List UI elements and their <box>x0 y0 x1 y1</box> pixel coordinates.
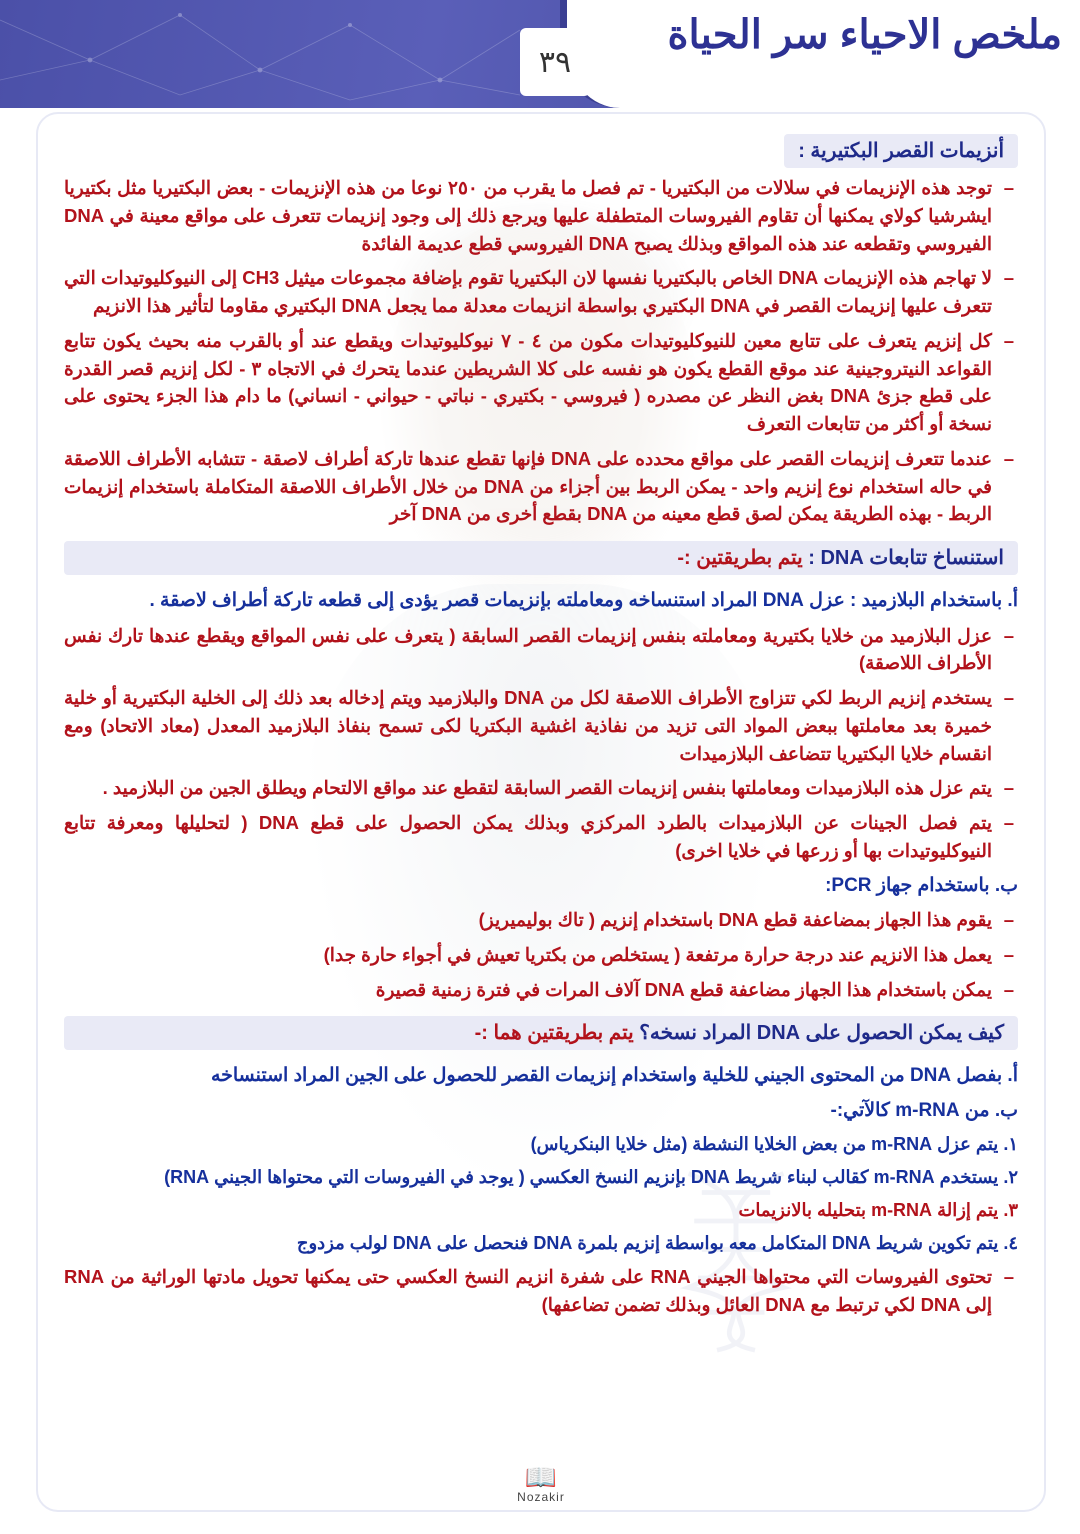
numbered-item-1: ١. يتم عزل m-RNA من بعض الخلايا النشطة (مثل خلايا البنكرياس) <box>530 1134 1018 1155</box>
section-2-heading-row <box>64 535 1018 581</box>
page-number: ٣٩ <box>538 45 572 79</box>
section-2-list-a <box>64 622 1018 865</box>
numbered-item-2: ٢. يستخدم m-RNA كقالب لبناء شريط DNA بإنزيم النسخ العكسي ( يوجد في الفيروسات التي محتواها الجيني RNA) <box>164 1167 1018 1188</box>
book-icon: 📖 <box>524 1462 558 1492</box>
section-1-list <box>64 174 1018 528</box>
list-item: – يتم فصل الجينات عن البلازميدات بالطرد المركزي وبذلك يمكن الحصول على قطع DNA ( لتحليلها ومعرفة تتابع النيوكليوتيدات بها أو زرعها في خلايا اخرى) <box>64 809 1018 865</box>
section-heading-sub: يتم بطريقتين هما :- <box>474 1022 634 1045</box>
list-item: – يعمل هذا الانزيم عند درجة حرارة مرتفعة ( يستخلص من بكتريا تعيش في أجواء حارة جدا) <box>64 941 1018 969</box>
section-3-final-note-list <box>64 1263 1018 1319</box>
list-item: – يمكن باستخدام هذا الجهاز مضاعفة قطع DNA آلاف المرات في فترة زمنية قصيرة <box>64 976 1018 1004</box>
page-title: ملخص الاحياء سر الحياة <box>667 13 1062 57</box>
page-number-badge <box>520 28 590 96</box>
section-heading-dna-cloning <box>64 541 1018 575</box>
document-content <box>38 114 1044 1319</box>
section-1-heading-row <box>64 128 1018 174</box>
section-heading-sub: يتم بطريقتين :- <box>677 547 803 569</box>
list-item: – عندما تتعرف إنزيمات القصر على مواقع محدده على DNA فإنها تقطع عندها تاركة أطراف لاصقة - تتشابه الأطراف اللاصقة في حاله استخدام نوع إنزيم واحد - يمكن الربط بين أجزاء من DNA من خلال الأطراف اللاصقة المتكاملة باستخدام إنزيمات الربط - بهذه الطريقة يمكن لصق قطع معينه من DNA بقطع أخرى من DNA آخر <box>64 445 1018 528</box>
numbered-item-3: ٣. يتم إزالة m-RNA بتحليله بالانزيمات <box>738 1200 1018 1221</box>
title-plate <box>560 0 1080 108</box>
list-item: – تحتوى الفيروسات التي محتواها الجيني RNA على شفرة انزيم النسخ العكسي حتى يمكنها تحويل مادتها الوراثية من RNA إلى DNA لكي ترتبط مع DNA العائل وبذلك تضمن تضاعفها) <box>64 1263 1018 1319</box>
page-header <box>0 0 1080 108</box>
section-2-list-b <box>64 906 1018 1003</box>
list-item: – عزل البلازميد من خلايا بكتيرية ومعاملته بنفس إنزيمات القصر السابقة ( يتعرف على نفس المواقع ويقطع عندها تارك نفس الأطراف اللاصقة) <box>64 622 1018 678</box>
section-heading-restriction-enzymes: أنزيمات القصر البكتيرية : <box>784 134 1018 168</box>
list-item: – يقوم هذا الجهاز بمضاعفة قطع DNA باستخدام إنزيم ( تاك بوليميريز) <box>64 906 1018 934</box>
section-heading-obtaining-dna <box>64 1016 1018 1050</box>
section-heading-main: استنساخ تتابعات DNA : <box>808 547 1004 569</box>
list-item: – يتم عزل هذه البلازميدات ومعاملتها بنفس إنزيمات القصر السابقة لتقطع عند مواقع الالتحام ويطلق الجين من البلازميد . <box>64 774 1018 802</box>
paragraph-plasmid-method: أ. باستخدام البلازميد : عزل DNA المراد استنساخه ومعاملته بإنزيمات قصر يؤدى إلى قطعه تاركة أطراف لاصقة . <box>149 590 1018 611</box>
list-item: – يستخدم إنزيم الربط لكي تتزاوج الأطراف اللاصقة لكل من DNA والبلازميد ويتم إدخاله بعد ذلك إلى الخلية البكتيرية أو خلية خميرة بعد معاملتها ببعض المواد التى تزيد من نفاذية اغشية البكتريا لكى تسمح بنفاذ البلازميد المعدل (معاد الاتحاد) ومع انقسام خلايا البكتيريا تتضاعف البلازميدات <box>64 684 1018 767</box>
paragraph-pcr-method: ب. باستخدام جهاز PCR: <box>825 874 1018 896</box>
section-heading-main: كيف يمكن الحصول على DNA المراد نسخه؟ <box>639 1022 1004 1045</box>
section-3-heading-row <box>64 1010 1018 1056</box>
page-sheet <box>36 112 1046 1512</box>
numbered-item-4: ٤. يتم تكوين شريط DNA المتكامل معه بواسطة إنزيم بلمرة DNA فنحصل على DNA لولب مزدوج <box>296 1233 1018 1254</box>
list-item: – كل إنزيم يتعرف على تتابع معين للنيوكليوتيدات مكون من ٤ - ٧ نيوكليوتيدات ويقطع عند أو بالقرب منه بحيث يكون تتابع القواعد النيتروجينية عند موقع القطع يكون هو نفسه على كلا الشريطين عندما يتحرك في الاتجاه ٣ - لكل إنزيم قصر القدرة على قطع جزئ DNA بغض النظر عن مصدره ( فيروسي - بكتيري - نباتي - حيواني - انساني) ما دام هذا الجزء يحتوى على نسخة أو أكثر من تتابعات التعرف <box>64 327 1018 438</box>
list-item: – توجد هذه الإنزيمات في سلالات من البكتيريا - تم فصل ما يقرب من ٢٥٠ نوعا من هذه الإنزيمات - بعض البكتيريا مثل بكتيريا ايشرشيا كولاي يمكنها أن تقاوم الفيروسات المتطفلة عليها ويرجع ذلك إلى وجود إنزيمات تتعرف على مواقع معينة في DNA الفيروسي وتقطعه عند هذه المواقع وبذلك يصبح DNA الفيروسي قطع عديمة الفائدة <box>64 174 1018 257</box>
brand-name: Nozakir <box>517 1490 565 1504</box>
paragraph-mrna-method: ب. من m-RNA كالآتي:- <box>830 1099 1018 1121</box>
list-item: – لا تهاجم هذه الإنزيمات DNA الخاص بالبكتيريا نفسها لان البكتيريا تقوم بإضافة مجموعات ميثيل CH3 إلى النيوكليوتيدات التي تتعرف عليها إنزيمات القصر في DNA البكتيري بواسطة انزيمات معدلة مما يجعل DNA البكتيري مقاوما لتأثير هذا الانزيم <box>64 264 1018 320</box>
footer-brand <box>517 1464 565 1504</box>
paragraph-genomic-dna-method: أ. بفصل DNA من المحتوى الجيني للخلية واستخدام إنزيمات القصر للحصول على الجين المراد استنساخه <box>210 1065 1018 1087</box>
